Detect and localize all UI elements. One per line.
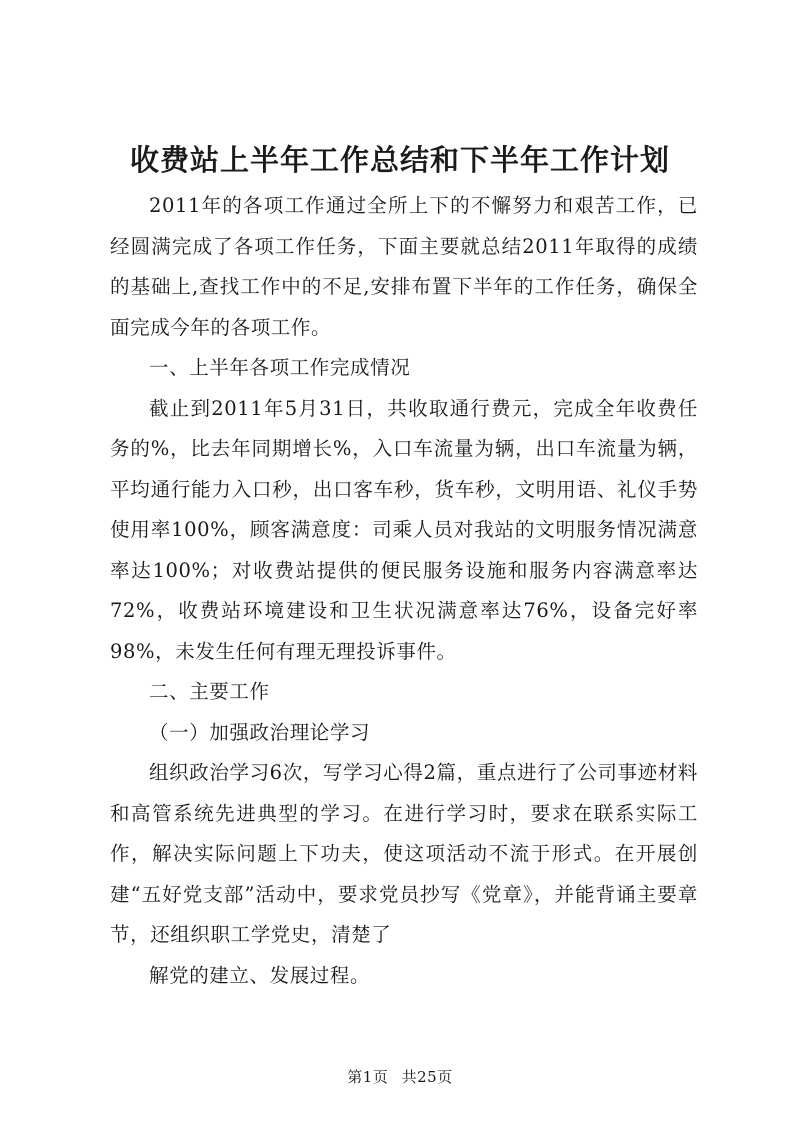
intro-paragraph: 2011年的各项工作通过全所上下的不懈努力和艰苦工作，已经圆满完成了各项工作任务，下面主要就总结2011年取得的成绩的基础上,查找工作中的不足,安排布置下半年的工作任务，确保全面完成今年的各项工作。 — [110, 194, 698, 339]
page-total: 共25页 — [401, 1068, 453, 1086]
document-body — [110, 186, 698, 996]
section-heading-1: 一、上半年各项工作完成情况 — [149, 356, 411, 379]
continuation-paragraph: 解党的建立、发展过程。 — [149, 963, 371, 987]
results-paragraph: 截止到2011年5月31日，共收取通行费元，完成全年收费任务的%，比去年同期增长%，入口车流量为辆，出口车流量为辆，平均通行能力入口秒，出口客车秒，货车秒，文明用语、礼仪手势使用率100%，顾客满意度：司乘人员对我站的文明服务情况满意率达100%；对收费站提供的便民服务设施和服务内容满意率达72%，收费站环境建设和卫生状况满意率达76%，设备完好率98%，未发生任何有理无理投诉事件。 — [110, 396, 698, 663]
study-paragraph: 组织政治学习6次，写学习心得2篇，重点进行了公司事迹材料和高管系统先进典型的学习。在进行学习时，要求在联系实际工作，解决实际问题上下功夫，使这项活动不流于形式。在开展创建“五好党支部”活动中，要求党员抄写《党章》，并能背诵主要章节，还组织职工学党史，清楚了 — [110, 761, 698, 946]
page-footer — [0, 1066, 800, 1087]
subsection-heading-1: （一）加强政治理论学习 — [149, 720, 371, 744]
page-number: 第1页 — [347, 1068, 389, 1086]
section-heading-2: 二、主要工作 — [149, 680, 270, 703]
document-title: 收费站上半年工作总结和下半年工作计划 — [129, 143, 670, 177]
